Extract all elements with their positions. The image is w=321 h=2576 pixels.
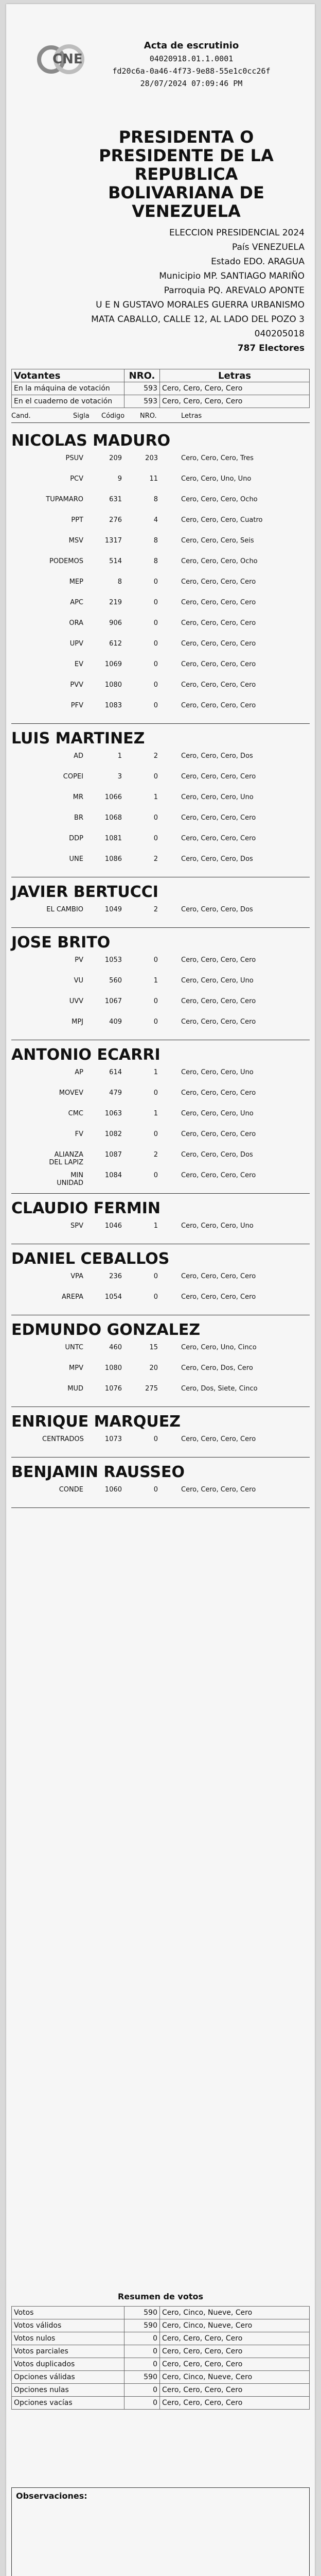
party-code: 8 bbox=[117, 578, 122, 586]
party-code: 219 bbox=[109, 599, 122, 606]
observations-label: Observaciones: bbox=[16, 2491, 87, 2501]
totals-num: 590 bbox=[124, 2319, 160, 2332]
party-sigla: PODEMOS bbox=[49, 557, 83, 565]
party-votes-letters: Cero, Cero, Cero, Tres bbox=[181, 454, 254, 462]
party-votes: 2 bbox=[153, 855, 158, 863]
totals-title: Resumen de votos bbox=[117, 2292, 204, 2301]
acta-document bbox=[6, 4, 315, 2576]
party-sigla: APC bbox=[70, 599, 83, 606]
party-votes: 0 bbox=[153, 956, 158, 964]
party-votes-letters: Cero, Cero, Cero, Cero bbox=[181, 578, 256, 586]
totals-num: 590 bbox=[124, 2371, 160, 2384]
machine-voters-label: En la máquina de votación bbox=[12, 382, 124, 395]
party-code: 1063 bbox=[104, 1110, 122, 1117]
totals-letters: Cero, Cinco, Nueve, Cero bbox=[160, 2319, 310, 2332]
party-votes: 1 bbox=[153, 1222, 158, 1230]
party-votes: 0 bbox=[153, 814, 158, 822]
party-sigla: PPT bbox=[71, 516, 83, 524]
party-row bbox=[11, 578, 310, 592]
party-votes-letters: Cero, Cero, Cero, Dos bbox=[181, 855, 253, 863]
party-votes: 20 bbox=[149, 1364, 158, 1372]
party-votes-letters: Cero, Cero, Cero, Cero bbox=[181, 599, 256, 606]
candidate-name: ANTONIO ECARRI bbox=[11, 1046, 160, 1064]
party-sigla: UNTC bbox=[65, 1344, 83, 1351]
totals-label: Votos bbox=[12, 2307, 124, 2319]
party-votes-letters: Cero, Cero, Uno, Cinco bbox=[181, 1344, 257, 1351]
book-voters-nro: 593 bbox=[124, 395, 160, 408]
party-votes-letters: Cero, Cero, Cero, Cero bbox=[181, 814, 256, 822]
party-code: 1083 bbox=[104, 702, 122, 709]
candidate-divider bbox=[11, 1457, 310, 1458]
party-row bbox=[11, 1344, 310, 1358]
party-row bbox=[11, 793, 310, 808]
party-code: 209 bbox=[109, 454, 122, 462]
party-code: 1073 bbox=[104, 1435, 122, 1443]
observations-box bbox=[11, 2487, 310, 2576]
voting-center: U E N GUSTAVO MORALES GUERRA URBANISMO MATA CABALLO, CALLE 12, AL LADO DEL POZO 3 bbox=[91, 300, 305, 325]
party-votes-letters: Cero, Cero, Cero, Uno bbox=[181, 1110, 254, 1117]
candidate-name: LUIS MARTINEZ bbox=[11, 730, 145, 748]
party-votes-letters: Cero, Cero, Dos, Cero bbox=[181, 1364, 253, 1372]
totals-letters: Cero, Cinco, Nueve, Cero bbox=[160, 2307, 310, 2319]
col-sigla: Sigla bbox=[73, 412, 90, 420]
party-row bbox=[11, 1130, 310, 1145]
party-votes: 2 bbox=[153, 1151, 158, 1159]
party-sigla: MUD bbox=[67, 1385, 83, 1393]
party-sigla: MR bbox=[73, 793, 83, 801]
party-sigla: VU bbox=[74, 977, 83, 985]
party-row bbox=[11, 977, 310, 991]
totals-letters: Cero, Cero, Cero, Cero bbox=[160, 2384, 310, 2397]
party-row bbox=[11, 660, 310, 675]
book-voters-label: En el cuaderno de votación bbox=[12, 395, 124, 408]
totals-num: 0 bbox=[124, 2345, 160, 2358]
party-sigla: PV bbox=[75, 956, 83, 964]
candidate-divider bbox=[11, 1507, 310, 1508]
party-sigla: COPEI bbox=[63, 773, 83, 781]
party-votes: 0 bbox=[153, 681, 158, 689]
party-code: 9 bbox=[117, 475, 122, 483]
party-votes: 203 bbox=[145, 454, 158, 462]
party-row bbox=[11, 855, 310, 870]
totals-label: Votos parciales bbox=[12, 2345, 124, 2358]
party-votes: 0 bbox=[153, 1486, 158, 1494]
totals-letters: Cero, Cinco, Nueve, Cero bbox=[160, 2371, 310, 2384]
party-votes-letters: Cero, Cero, Cero, Cero bbox=[181, 1293, 256, 1301]
totals-label: Votos duplicados bbox=[12, 2358, 124, 2371]
party-votes-letters: Cero, Cero, Cero, Cero bbox=[181, 997, 256, 1005]
party-code: 1046 bbox=[104, 1222, 122, 1230]
party-code: 1067 bbox=[104, 997, 122, 1005]
party-votes-letters: Cero, Cero, Cero, Cero bbox=[181, 660, 256, 668]
party-votes: 0 bbox=[153, 660, 158, 668]
party-row bbox=[11, 475, 310, 489]
party-votes: 8 bbox=[153, 557, 158, 565]
party-sigla: AP bbox=[75, 1069, 83, 1076]
party-votes-letters: Cero, Cero, Cero, Cero bbox=[181, 1172, 256, 1179]
col-letras: Letras bbox=[181, 412, 202, 420]
votantes-header: Votantes bbox=[12, 369, 124, 382]
party-votes: 0 bbox=[153, 1435, 158, 1443]
party-code: 1049 bbox=[104, 906, 122, 913]
machine-voters-nro: 593 bbox=[124, 382, 160, 395]
party-sigla: FV bbox=[75, 1130, 83, 1138]
party-code: 1082 bbox=[104, 1130, 122, 1138]
party-code: 1080 bbox=[104, 1364, 122, 1372]
party-row bbox=[11, 1110, 310, 1124]
party-code: 1066 bbox=[104, 793, 122, 801]
party-votes: 1 bbox=[153, 793, 158, 801]
center-code: 040205018 bbox=[254, 329, 305, 339]
party-votes-letters: Cero, Cero, Cero, Cero bbox=[181, 835, 256, 842]
candidate-name: EDMUNDO GONZALEZ bbox=[11, 1321, 201, 1339]
col-codigo: Código bbox=[101, 412, 125, 420]
party-votes: 0 bbox=[153, 1293, 158, 1301]
party-row bbox=[11, 599, 310, 613]
party-row bbox=[11, 1172, 310, 1186]
party-votes-letters: Cero, Cero, Cero, Seis bbox=[181, 537, 254, 545]
candidate-name: NICOLAS MADURO bbox=[11, 432, 171, 450]
party-votes-letters: Cero, Cero, Cero, Uno bbox=[181, 793, 254, 801]
party-code: 612 bbox=[109, 640, 122, 648]
party-row bbox=[11, 1435, 310, 1450]
election-info bbox=[73, 226, 305, 355]
party-votes-letters: Cero, Cero, Cero, Uno bbox=[181, 1069, 254, 1076]
candidate-divider bbox=[11, 723, 310, 724]
party-code: 276 bbox=[109, 516, 122, 524]
party-votes: 0 bbox=[153, 997, 158, 1005]
totals-row bbox=[12, 2332, 310, 2345]
party-votes: 0 bbox=[153, 640, 158, 648]
header bbox=[99, 40, 284, 91]
totals-row bbox=[12, 2397, 310, 2410]
party-code: 1076 bbox=[104, 1385, 122, 1393]
act-date: 28/07/2024 07:09:46 PM bbox=[140, 79, 243, 88]
municipality: Municipio MP. SANTIAGO MARIÑO bbox=[159, 271, 305, 281]
party-code: 1086 bbox=[104, 855, 122, 863]
party-row bbox=[11, 516, 310, 531]
party-votes-letters: Cero, Cero, Cero, Cero bbox=[181, 773, 256, 781]
candidate-name: JAVIER BERTUCCI bbox=[11, 883, 158, 901]
party-sigla: VPA bbox=[70, 1273, 83, 1280]
party-code: 236 bbox=[109, 1273, 122, 1280]
totals-row bbox=[12, 2358, 310, 2371]
state: Estado EDO. ARAGUA bbox=[211, 257, 305, 267]
candidate-name: DANIEL CEBALLOS bbox=[11, 1250, 170, 1268]
party-row bbox=[11, 906, 310, 920]
party-sigla: CMC bbox=[68, 1110, 83, 1117]
party-votes: 0 bbox=[153, 1273, 158, 1280]
party-votes-letters: Cero, Cero, Cero, Cero bbox=[181, 619, 256, 627]
nro-header: NRO. bbox=[124, 369, 160, 382]
party-votes-letters: Cero, Cero, Cero, Cero bbox=[181, 702, 256, 709]
party-votes-letters: Cero, Cero, Cero, Cero bbox=[181, 1435, 256, 1443]
party-sigla: PCV bbox=[70, 475, 83, 483]
party-row bbox=[11, 496, 310, 510]
totals-letters: Cero, Cero, Cero, Cero bbox=[160, 2332, 310, 2345]
party-votes-letters: Cero, Cero, Cero, Uno bbox=[181, 977, 254, 985]
party-row bbox=[11, 1069, 310, 1083]
party-sigla: ORA bbox=[69, 619, 83, 627]
party-row bbox=[11, 454, 310, 469]
party-votes-letters: Cero, Cero, Cero, Cero bbox=[181, 1130, 256, 1138]
party-sigla: CENTRADOS bbox=[42, 1435, 84, 1443]
party-sigla: MIN UNIDAD bbox=[57, 1172, 83, 1187]
party-sigla: UPV bbox=[69, 640, 83, 648]
totals-table bbox=[11, 2306, 310, 2410]
party-votes: 0 bbox=[153, 773, 158, 781]
party-votes: 4 bbox=[153, 516, 158, 524]
party-code: 1054 bbox=[104, 1293, 122, 1301]
party-sigla: PFV bbox=[70, 702, 83, 709]
party-votes-letters: Cero, Cero, Cero, Ocho bbox=[181, 557, 258, 565]
logo-text: CNE bbox=[52, 52, 83, 67]
totals-letters: Cero, Cero, Cero, Cero bbox=[160, 2397, 310, 2410]
party-votes: 0 bbox=[153, 1018, 158, 1026]
party-votes: 1 bbox=[153, 1069, 158, 1076]
voters-summary-table bbox=[11, 369, 310, 408]
totals-letters: Cero, Cero, Cero, Cero bbox=[160, 2345, 310, 2358]
candidate-name: JOSE BRITO bbox=[11, 934, 111, 952]
party-sigla: AREPA bbox=[61, 1293, 83, 1301]
party-votes: 11 bbox=[149, 475, 158, 483]
party-row bbox=[11, 814, 310, 828]
party-code: 1 bbox=[117, 752, 122, 760]
candidate-name: BENJAMIN RAUSSEO bbox=[11, 1463, 185, 1481]
totals-num: 0 bbox=[124, 2384, 160, 2397]
party-sigla: UVV bbox=[69, 997, 83, 1005]
parish: Parroquia PQ. AREVALO APONTE bbox=[164, 285, 305, 296]
party-code: 1084 bbox=[104, 1172, 122, 1179]
party-code: 514 bbox=[109, 557, 122, 565]
party-row bbox=[11, 773, 310, 787]
party-votes: 0 bbox=[153, 619, 158, 627]
party-code: 1081 bbox=[104, 835, 122, 842]
party-code: 409 bbox=[109, 1018, 122, 1026]
electors-count: 787 Electores bbox=[237, 343, 305, 353]
party-sigla: ALIANZA DEL LAPIZ bbox=[49, 1151, 83, 1166]
party-votes: 1 bbox=[153, 977, 158, 985]
col-nro: NRO. bbox=[140, 412, 157, 420]
totals-label: Opciones válidas bbox=[12, 2371, 124, 2384]
party-sigla: UNE bbox=[69, 855, 83, 863]
candidate-divider bbox=[11, 927, 310, 928]
letras-header: Letras bbox=[160, 369, 310, 382]
totals-label: Votos válidos bbox=[12, 2319, 124, 2332]
party-sigla: MEP bbox=[69, 578, 83, 586]
party-row bbox=[11, 1385, 310, 1399]
party-sigla: AD bbox=[74, 752, 83, 760]
columns-header bbox=[11, 412, 310, 427]
party-row bbox=[11, 1222, 310, 1236]
party-row bbox=[11, 640, 310, 654]
party-sigla: MPV bbox=[69, 1364, 83, 1372]
party-votes: 0 bbox=[153, 702, 158, 709]
party-row bbox=[11, 1364, 310, 1379]
party-sigla: CONDE bbox=[59, 1486, 83, 1494]
party-votes: 0 bbox=[153, 1172, 158, 1179]
party-sigla: EV bbox=[74, 660, 83, 668]
totals-row bbox=[12, 2371, 310, 2384]
election-name: ELECCION PRESIDENCIAL 2024 bbox=[169, 228, 305, 238]
party-code: 1053 bbox=[104, 956, 122, 964]
totals-row bbox=[12, 2384, 310, 2397]
party-code: 1068 bbox=[104, 814, 122, 822]
party-votes-letters: Cero, Cero, Cero, Dos bbox=[181, 906, 253, 913]
party-votes-letters: Cero, Cero, Cero, Cero bbox=[181, 956, 256, 964]
party-sigla: MOVEV bbox=[59, 1089, 83, 1097]
party-row bbox=[11, 997, 310, 1012]
party-votes-letters: Cero, Cero, Cero, Dos bbox=[181, 1151, 253, 1159]
country: País VENEZUELA bbox=[231, 242, 305, 252]
party-code: 1080 bbox=[104, 681, 122, 689]
totals-num: 0 bbox=[124, 2332, 160, 2345]
party-votes: 0 bbox=[153, 1130, 158, 1138]
totals-row bbox=[12, 2319, 310, 2332]
col-cand: Cand. bbox=[11, 412, 31, 420]
party-row bbox=[11, 1486, 310, 1500]
party-row bbox=[11, 702, 310, 716]
cne-logo bbox=[37, 40, 99, 79]
party-votes-letters: Cero, Cero, Cero, Cero bbox=[181, 1486, 256, 1494]
party-sigla: SPV bbox=[70, 1222, 83, 1230]
party-row bbox=[11, 1293, 310, 1308]
party-row bbox=[11, 1089, 310, 1104]
party-votes: 0 bbox=[153, 578, 158, 586]
party-votes-letters: Cero, Cero, Cero, Cero bbox=[181, 1273, 256, 1280]
party-votes-letters: Cero, Cero, Uno, Uno bbox=[181, 475, 252, 483]
party-sigla: DDP bbox=[69, 835, 83, 842]
party-votes-letters: Cero, Cero, Cero, Dos bbox=[181, 752, 253, 760]
party-votes-letters: Cero, Cero, Cero, Cero bbox=[181, 681, 256, 689]
act-uuid: fd20c6a-0a46-4f73-9e88-55e1c0cc26f bbox=[112, 66, 271, 76]
party-votes: 15 bbox=[149, 1344, 158, 1351]
party-sigla: PVV bbox=[70, 681, 83, 689]
totals-row bbox=[12, 2345, 310, 2358]
party-votes: 0 bbox=[153, 599, 158, 606]
totals-num: 590 bbox=[124, 2307, 160, 2319]
party-votes-letters: Cero, Cero, Cero, Uno bbox=[181, 1222, 254, 1230]
party-sigla: MPJ bbox=[72, 1018, 83, 1026]
party-code: 479 bbox=[109, 1089, 122, 1097]
book-voters-letras: Cero, Cero, Cero, Cero bbox=[160, 395, 310, 408]
totals-row bbox=[12, 2307, 310, 2319]
party-code: 1060 bbox=[104, 1486, 122, 1494]
party-code: 3 bbox=[117, 773, 122, 781]
party-row bbox=[11, 835, 310, 849]
candidate-name: ENRIQUE MARQUEZ bbox=[11, 1413, 181, 1431]
party-votes-letters: Cero, Cero, Cero, Cero bbox=[181, 640, 256, 648]
totals-letters: Cero, Cero, Cero, Cero bbox=[160, 2358, 310, 2371]
party-votes: 1 bbox=[153, 1110, 158, 1117]
candidate-name: CLAUDIO FERMIN bbox=[11, 1199, 161, 1217]
party-votes-letters: Cero, Cero, Cero, Cero bbox=[181, 1018, 256, 1026]
totals-num: 0 bbox=[124, 2397, 160, 2410]
candidate-divider bbox=[11, 1406, 310, 1407]
party-votes-letters: Cero, Cero, Cero, Cuatro bbox=[181, 516, 263, 524]
party-code: 631 bbox=[109, 496, 122, 503]
party-row bbox=[11, 1151, 310, 1165]
act-code: 04020918.01.1.0001 bbox=[149, 54, 234, 63]
party-code: 1317 bbox=[104, 537, 122, 545]
machine-voters-letras: Cero, Cero, Cero, Cero bbox=[160, 382, 310, 395]
party-code: 614 bbox=[109, 1069, 122, 1076]
party-sigla: PSUV bbox=[65, 454, 83, 462]
election-title: PRESIDENTA O PRESIDENTE DE LA REPUBLICA BOLIVARIANA DE VENEZUELA bbox=[99, 127, 274, 221]
act-title: Acta de escrutinio bbox=[144, 40, 239, 51]
party-votes: 2 bbox=[153, 906, 158, 913]
party-votes: 2 bbox=[153, 752, 158, 760]
party-row bbox=[11, 1018, 310, 1032]
party-row bbox=[11, 537, 310, 551]
party-row bbox=[11, 956, 310, 971]
candidate-divider bbox=[11, 1193, 310, 1194]
party-votes-letters: Cero, Cero, Cero, Ocho bbox=[181, 496, 258, 503]
party-code: 1087 bbox=[104, 1151, 122, 1159]
party-votes: 0 bbox=[153, 835, 158, 842]
party-row bbox=[11, 1273, 310, 1287]
party-row bbox=[11, 752, 310, 767]
party-votes: 8 bbox=[153, 537, 158, 545]
party-row bbox=[11, 557, 310, 572]
party-code: 906 bbox=[109, 619, 122, 627]
totals-num: 0 bbox=[124, 2358, 160, 2371]
party-sigla: BR bbox=[74, 814, 83, 822]
party-code: 460 bbox=[109, 1344, 122, 1351]
party-code: 1069 bbox=[104, 660, 122, 668]
party-votes: 0 bbox=[153, 1089, 158, 1097]
party-sigla: MSV bbox=[68, 537, 83, 545]
totals-label: Opciones nulas bbox=[12, 2384, 124, 2397]
party-code: 560 bbox=[109, 977, 122, 985]
party-sigla: EL CAMBIO bbox=[46, 906, 83, 913]
party-sigla: TUPAMARO bbox=[46, 496, 83, 503]
totals-label: Opciones vacías bbox=[12, 2397, 124, 2410]
totals-label: Votos nulos bbox=[12, 2332, 124, 2345]
party-votes-letters: Cero, Dos, Siete, Cinco bbox=[181, 1385, 258, 1393]
party-row bbox=[11, 619, 310, 634]
party-votes: 8 bbox=[153, 496, 158, 503]
party-votes-letters: Cero, Cero, Cero, Cero bbox=[181, 1089, 256, 1097]
party-row bbox=[11, 681, 310, 696]
party-votes: 275 bbox=[145, 1385, 158, 1393]
